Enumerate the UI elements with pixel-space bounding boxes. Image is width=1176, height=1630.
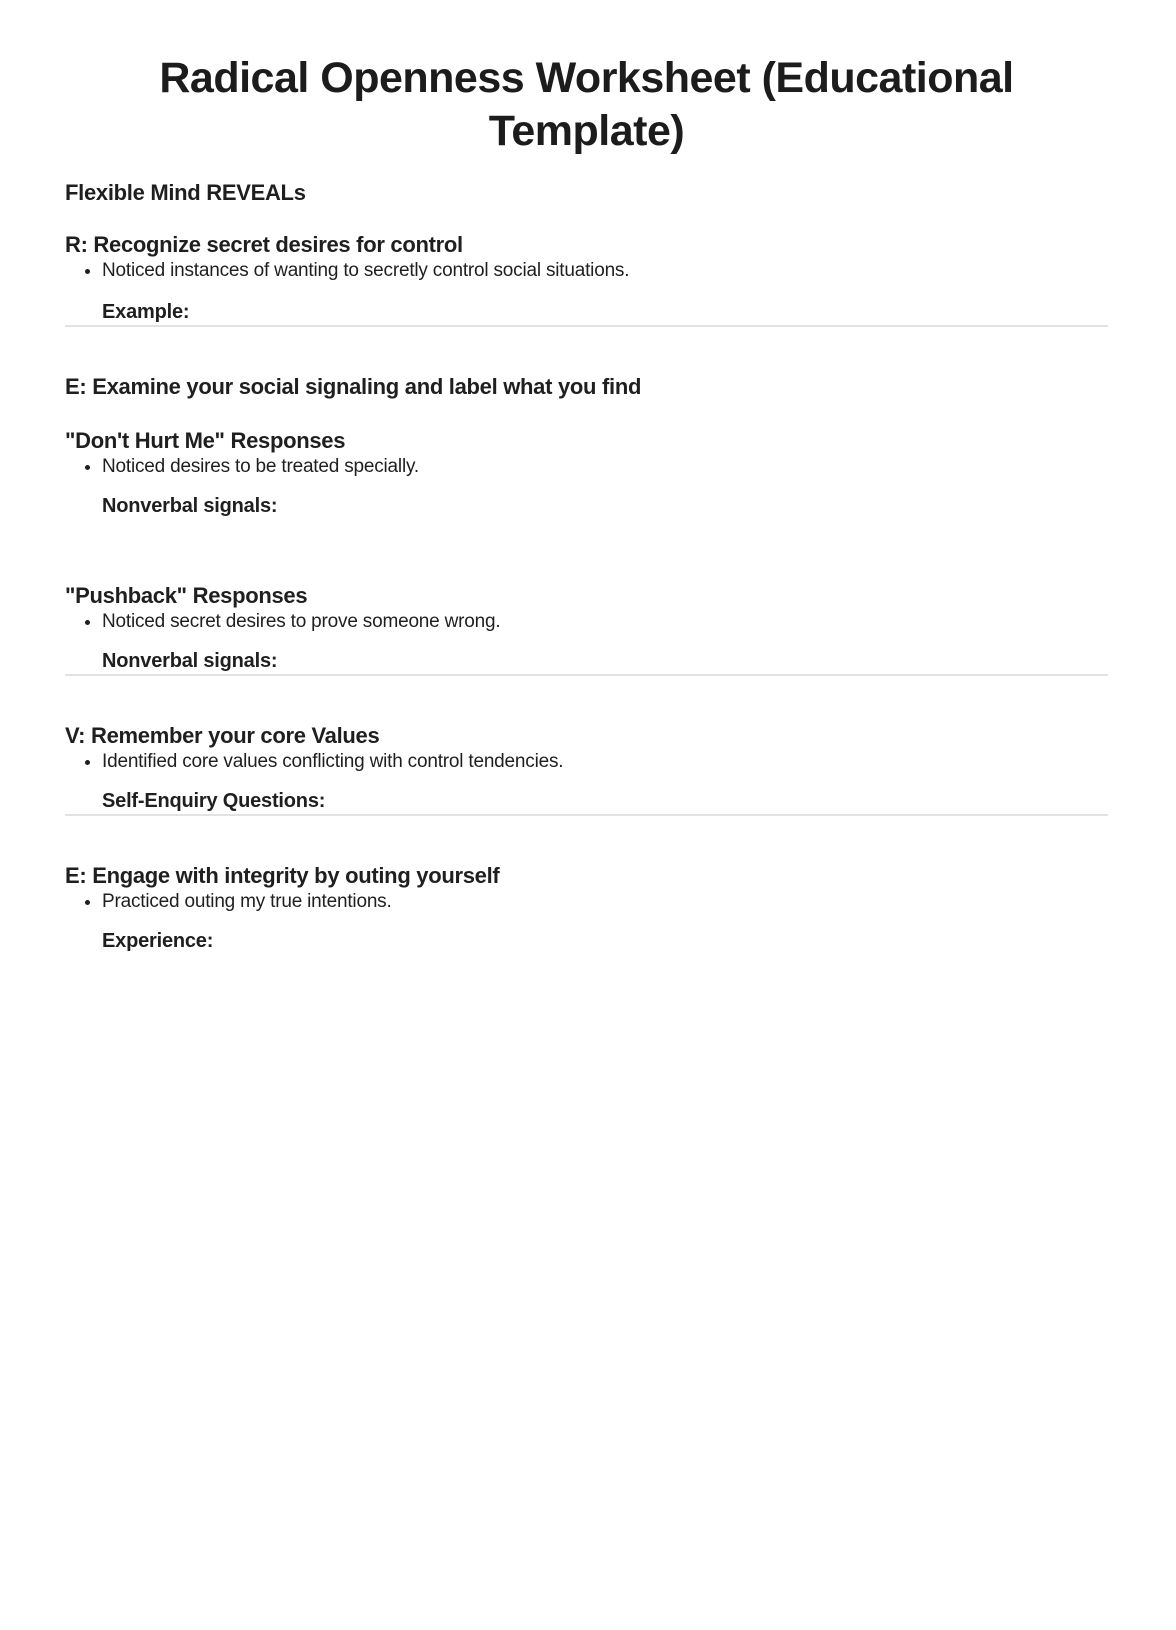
bullet-text: Identified core values conflicting with control tendencies. <box>102 751 564 772</box>
subheading-pushback: "Pushback" Responses <box>65 583 308 608</box>
intro-heading: Flexible Mind REVEALs <box>65 180 306 205</box>
bullet-text: Noticed secret desires to prove someone wrong. <box>102 611 501 632</box>
bullet-list <box>65 749 1108 814</box>
field-label-example: Example: <box>102 301 190 323</box>
subheading-dont-hurt-me: "Don't Hurt Me" Responses <box>65 428 346 453</box>
list-item <box>102 749 1108 814</box>
field-label-nonverbal-signals: Nonverbal signals: <box>102 650 278 672</box>
section-divider <box>65 814 1108 816</box>
page-title: Radical Openness Worksheet (Educational Template) <box>159 54 1014 155</box>
section-heading-values: V: Remember your core Values <box>65 723 380 748</box>
field-label-experience: Experience: <box>102 930 214 952</box>
section-divider <box>65 674 1108 676</box>
field-label-nonverbal-signals: Nonverbal signals: <box>102 495 278 517</box>
bullet-text: Practiced outing my true intentions. <box>102 891 392 912</box>
field-label-self-enquiry: Self-Enquiry Questions: <box>102 790 326 812</box>
section-heading-engage: E: Engage with integrity by outing yourself <box>65 863 500 888</box>
bullet-list <box>65 889 1108 954</box>
list-item <box>102 454 1108 519</box>
bullet-list <box>65 609 1108 674</box>
list-item <box>102 258 1108 325</box>
bullet-list <box>65 454 1108 519</box>
section-divider <box>65 325 1108 327</box>
section-heading-recognize: R: Recognize secret desires for control <box>65 232 463 257</box>
list-item <box>102 609 1108 674</box>
bullet-text: Noticed desires to be treated specially. <box>102 456 419 477</box>
list-item <box>102 889 1108 954</box>
bullet-text: Noticed instances of wanting to secretly control social situations. <box>102 260 630 281</box>
bullet-list <box>65 258 1108 325</box>
section-heading-examine: E: Examine your social signaling and label what you find <box>65 374 642 399</box>
